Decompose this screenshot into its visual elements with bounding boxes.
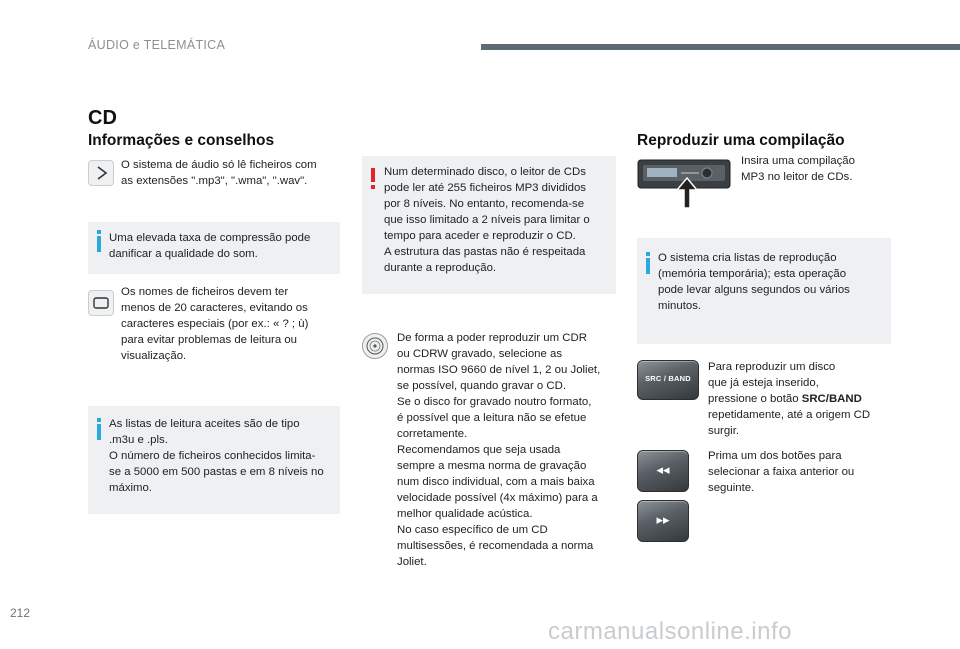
paragraph-extensions: O sistema de áudio só lê ficheiros com as extensões ".mp3", ".wma", ".wav". bbox=[121, 159, 317, 187]
page-number: 212 bbox=[10, 606, 31, 620]
warning-box-mp3: Num determinado disco, o leitor de CDs pode ler até 255 ficheiros MP3 divididos por 8 níveis. No entanto, recomenda-se que isso limitado a 2 níveis para limitar o tempo para aceder e reproduzir o CD. A estrutura das pastas não é respeitada durante a reprodução. bbox=[362, 156, 616, 294]
section-header: ÁUDIO e TELEMÁTICA bbox=[88, 38, 226, 52]
info-box-playlists-memory: O sistema cria listas de reprodução (memória temporária); esta operação pode levar alguns segundos ou vários minutos. bbox=[637, 238, 891, 344]
cd-player-illustration bbox=[637, 156, 731, 208]
info-box-compression: Uma elevada taxa de compressão pode danificar a qualidade do som. bbox=[88, 222, 340, 274]
info-icon bbox=[97, 236, 101, 252]
heading-informacoes: Informações e conselhos bbox=[88, 132, 275, 149]
watermark: carmanualsonline.info bbox=[548, 618, 792, 645]
screen-icon bbox=[88, 290, 114, 316]
heading-reproduzir: Reproduzir uma compilação bbox=[637, 132, 845, 149]
previous-track-button[interactable]: ◂◂ bbox=[637, 450, 689, 492]
paragraph-insert: Insira uma compilação MP3 no leitor de CDs. bbox=[741, 155, 855, 183]
info-icon bbox=[646, 258, 650, 274]
play-icon bbox=[88, 160, 114, 186]
paragraph-src-band: Para reproduzir um disco que já esteja inserido, pressione o botão SRC/BAND repetidamente, até a origem CD surgir. bbox=[708, 361, 871, 437]
info-icon bbox=[97, 424, 101, 440]
warning-icon bbox=[371, 168, 375, 182]
paragraph-cdr: De forma a poder reproduzir um CDR ou CDRW gravado, selecione as normas ISO 9660 de nível 1, 2 ou Joliet, se possível, quando gravar o CD. Se o disco for gravado noutro formato, é possível que a leitura não se efetue corretamente. Recomendamos que seja usada sempre a mesma norma de gravação num disco individual, com a mais baixa velocidade possível (4x máximo) para a melhor qualidade acústica. No caso específico de um CD multisessões, é recomendada a norma Joliet. bbox=[397, 332, 601, 568]
src-band-button[interactable]: SRC / BAND bbox=[637, 360, 699, 400]
header-bar bbox=[481, 44, 960, 50]
info-box-playlists: As listas de leitura aceites são de tipo .m3u e .pls. O número de ficheiros conhecidos limita- se a 5000 em 500 pastas e em 8 níveis no máximo. bbox=[88, 406, 340, 514]
page-title: CD bbox=[88, 107, 117, 129]
paragraph-filenames: Os nomes de ficheiros devem ter menos de 20 caracteres, evitando os caracteres especiais (por ex.: « ? ; ù) para evitar problemas de leitura ou visualização. bbox=[121, 286, 309, 362]
cd-disc-icon bbox=[362, 333, 388, 359]
next-track-button[interactable]: ▸▸ bbox=[637, 500, 689, 542]
paragraph-prev-next: Prima um dos botões para selecionar a faixa anterior ou seguinte. bbox=[708, 450, 855, 494]
